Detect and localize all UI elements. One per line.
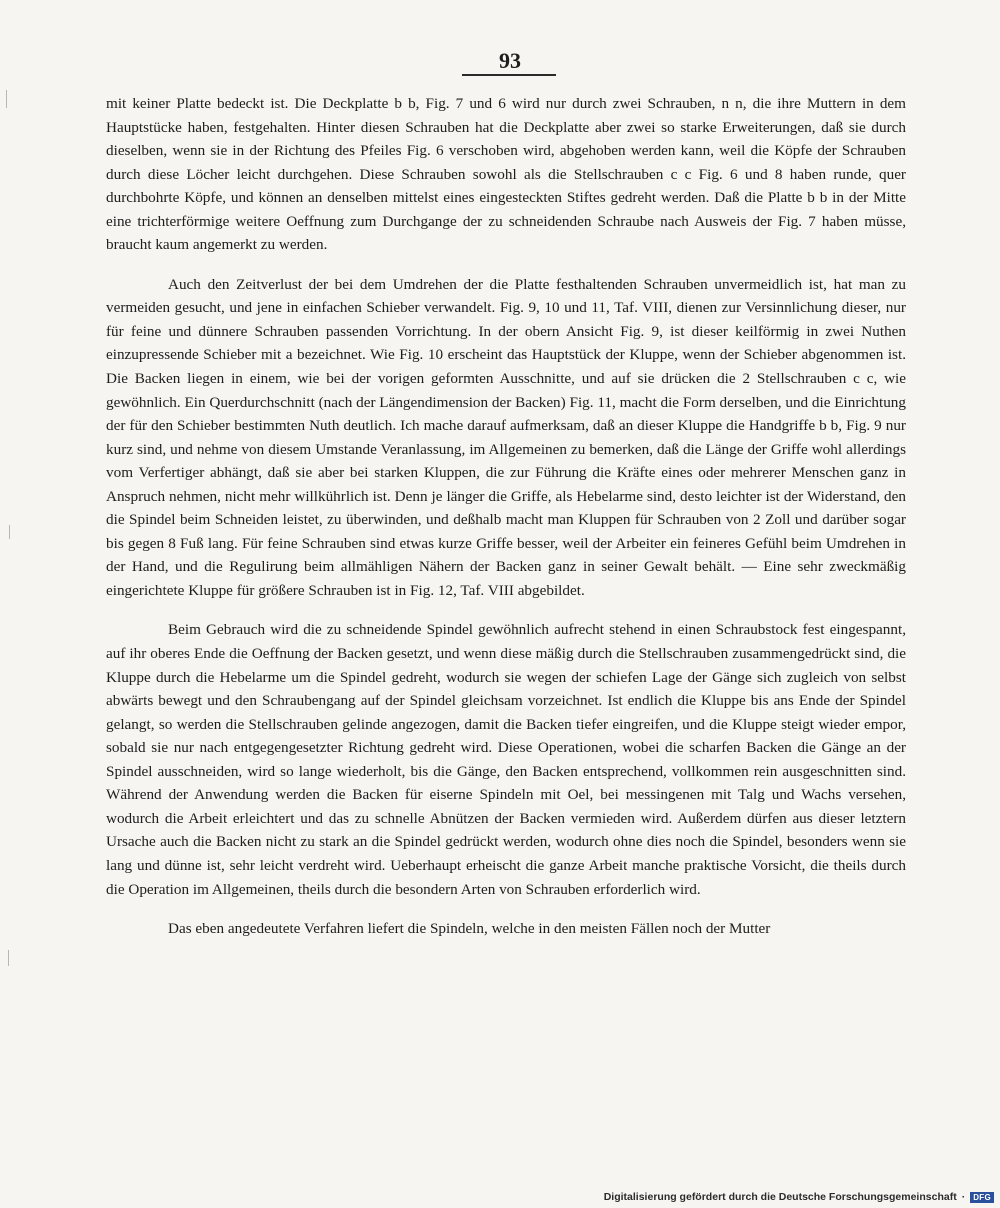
left-margin-mark [8,950,9,966]
footer-text: Digitalisierung gefördert durch die Deutsche Forschungsgemeinschaft [603,1191,957,1203]
page-number-rule [462,74,556,76]
body-text [106,92,906,941]
dfg-logo: DFG [970,1192,994,1203]
paragraph-4: Das eben angedeutete Verfahren liefert die Spindeln, welche in den meisten Fällen noch der Mutter [168,920,771,938]
paragraph-1: mit keiner Platte bedeckt ist. Die Deckplatte b b, Fig. 7 und 6 wird nur durch zwei Schrauben, n n, die ihre Muttern in dem Hauptstücke haben, festgehalten. Hinter diesen Schrauben hat die Deckplatte aber zwei so starke Erweiterungen, daß sie durch dieselben, wenn sie in der Richtung des Pfeiles Fig. 6 verschoben wird, abgehoben werden kann, weil die Köpfe der Schrauben durch diese Löcher leicht durchgehen. Diese Schrauben sowohl als die Stellschrauben c c Fig. 6 und 8 haben runde, quer durchbohrte Köpfe, und können an denselben mittelst eines eingesteckten Stiftes gedreht werden. Daß die Platte b b in der Mitte eine trichterförmige weitere Oeffnung zum Durchgange der zu schneidenden Schraube nach Ausweis der Fig. 7 haben müsse, braucht kaum angemerkt zu werden. [106,95,906,254]
paragraph-3: Beim Gebrauch wird die zu schneidende Spindel gewöhnlich aufrecht stehend in einen Schraubstock fest eingespannt, auf ihr oberes Ende die Oeffnung der Backen gesetzt, und wenn diese mäßig durch die Stellschrauben zusammengedrückt sind, die Kluppe durch die Hebelarme um die Spindel gedreht, wodurch sie wegen der schiefen Lage der Gänge sich zugleich von selbst abwärts bewegt und den Schraubengang auf der Spindel gleichsam vorzeichnet. Ist endlich die Kluppe bis ans Ende der Spindel gelangt, so werden die Stellschrauben gelinde angezogen, damit die Backen tiefer eingreifen, und die Kluppe steigt wieder empor, sobald sie nur nach entgegengesetzter Richtung gedreht wird. Diese Operationen, wobei die scharfen Backen die Gänge an der Spindel ausschneiden, wird so lange wiederholt, bis die Gänge, den Backen entsprechend, vollkommen rein ausgeschnitten sind. Während der Anwendung werden die Backen für eiserne Spindeln mit Oel, bei messingenen mit Talg und Wachs versehen, wodurch die Arbeit erleichtert und das zu schnelle Abnützen der Backen vermieden wird. Außerdem dürfen aus dieser letztern Ursache auch die Backen nicht zu stark an die Spindel gedrückt werden, wodurch ohne dies noch die Spindel, besonders wenn sie lang und dünne ist, sehr leicht verdreht wird. Ueberhaupt erheischt die ganze Arbeit manche praktische Vorsicht, die theils durch die Operation im Allgemeinen, theils durch die besondern Arten von Schrauben erforderlich wird. [106,621,906,898]
paragraph-2: Auch den Zeitverlust der bei dem Umdrehen der die Platte festhaltenden Schrauben unvermeidlich ist, hat man zu vermeiden gesucht, und jene in einfachen Schieber verwandelt. Fig. 9, 10 und 11, Taf. VIII, dienen zur Versinnlichung dieser, nur für feine und dünnere Schrauben passenden Vorrichtung. In der obern Ansicht Fig. 9, ist dieser keilförmig in zwei Nuthen einzupressende Schieber mit a bezeichnet. Wie Fig. 10 erscheint das Hauptstück der Kluppe, wenn der Schieber abgenommen ist. Die Backen liegen in einem, wie bei der vorigen geformten Ausschnitte, und auf sie drücken die 2 Stellschrauben c c, wie gewöhnlich. Ein Querdurchschnitt (nach der Längendimension der Backen) Fig. 11, macht die Form derselben, und die Einrichtung der für den Schieber bestimmten Nuth deutlich. Ich mache darauf aufmerksam, daß an dieser Kluppe die Handgriffe b b, Fig. 9 nur kurz sind, und nehme von diesem Umstande Veranlassung, im Allgemeinen zu bemerken, daß die Länge der Griffe wohl allerdings vom Verfertiger abhängt, daß sie aber bei starken Kluppen, die zur Führung die Kräfte eines oder mehrerer Menschen ganz in Anspruch nehmen, nicht mehr willkührlich ist. Denn je länger die Griffe, als Hebelarme sind, desto leichter ist der Widerstand, den die Spindel beim Schneiden leistet, zu überwinden, und deßhalb macht man Kluppen für Schrauben von 2 Zoll und darüber sogar bis gegen 8 Fuß lang. Für feine Schrauben sind etwas kurze Griffe besser, weil der Arbeiter ein feineres Gefühl beim Umdrehen in der Hand, und die Regulirung beim allmähligen Nähern der Backen ganz in seiner Gewalt behält. — Eine sehr zweckmäßig eingerichtete Kluppe für größere Schrauben ist in Fig. 12, Taf. VIII abgebildet. [106,275,906,599]
left-margin-mark [6,90,7,108]
left-margin-mark [9,525,10,539]
digitization-footer: Digitalisierung gefördert durch die Deutsche Forschungsgemeinschaft · DFG [604,1191,994,1203]
page-number: 93 [499,48,521,73]
